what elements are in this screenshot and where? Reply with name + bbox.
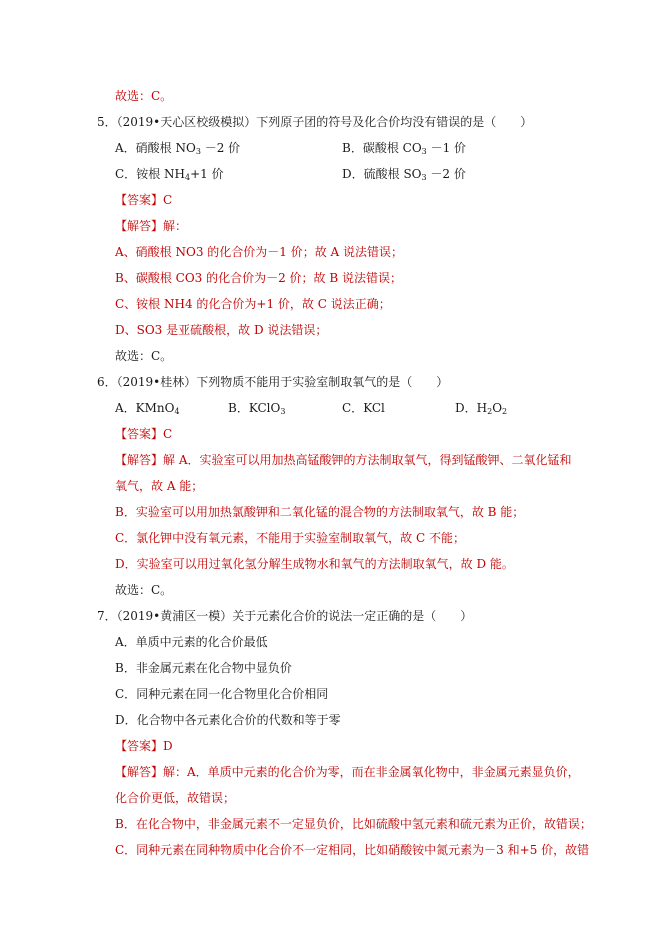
q6-conclusion: 故选：C。	[115, 583, 173, 597]
q7-option-d: D．化合物中各元素化合价的代数和等于零	[115, 713, 341, 727]
q6-option-a: A．KMnO$_4$	[115, 401, 180, 416]
answer-tag: 【答案】	[115, 427, 164, 441]
question-5-stem: 5．（2019•天心区校级模拟）下列原子团的符号及化合价均没有错误的是（ ）	[97, 115, 533, 129]
q6-analysis-line: D．实验室可以用过氧化氢分解生成物水和氧气的方法制取氧气，故 D 能。	[115, 557, 514, 571]
q7-analysis-line: 化合价更低，故错误；	[115, 791, 236, 805]
analysis-tag: 【解答】	[115, 765, 164, 779]
q7-option-a: A．单质中元素的化合价最低	[115, 635, 268, 649]
analysis-tag: 【解答】	[115, 219, 164, 233]
answer-tag: 【答案】	[115, 739, 164, 753]
q5-analysis-line: B、碳酸根 CO3 的化合价为－2 价；故 B 说法错误；	[115, 271, 402, 285]
q6-answer	[115, 426, 172, 442]
q5-option-c: C．铵根 $NH_4+1$ 价	[115, 167, 224, 182]
answer-tag: 【答案】	[115, 193, 164, 207]
answer-value: C	[163, 193, 173, 207]
q6-analysis-line: 氧气，故 A 能；	[115, 479, 204, 493]
q5-analysis-line: C、铵根 NH4 的化合价为+1 价，故 C 说法正确；	[115, 297, 391, 311]
q6-analysis-line: B．实验室可以用加热氯酸钾和二氧化锰的混合物的方法制取氧气，故 B 能；	[115, 505, 525, 519]
q6-option-d: D．$H_2O_2$	[455, 401, 508, 416]
q7-option-c: C．同种元素在同一化合物里化合价相同	[115, 687, 329, 701]
q6-analysis-head: 【解答】解 A．实验室可以用加热高锰酸钾的方法制取氧气，得到锰酸钾、二氧化锰和	[115, 453, 572, 467]
q6-analysis-line: C．氯化钾中没有氧元素，不能用于实验室制取氧气，故 C 不能；	[115, 531, 465, 545]
q6-option-b: B．KClO$_3$	[228, 401, 286, 416]
q5-option-a: A．硝酸根 $NO_3 -2$ 价	[115, 141, 241, 156]
q5-option-b: B．碳酸根 $CO_3 -1$ 价	[342, 141, 467, 156]
q5-option-d: D．硫酸根 $SO_3 -2$ 价	[342, 167, 466, 182]
question-7-stem: 7．（2019•黄浦区一模）关于元素化合价的说法一定正确的是（ ）	[97, 609, 473, 623]
answer-value: C	[163, 427, 173, 441]
q7-option-b: B．非金属元素在化合物中显负价	[115, 661, 292, 675]
q5-analysis-line: D、SO3 是亚硫酸根，故 D 说法错误；	[115, 323, 328, 337]
q5-answer	[115, 192, 172, 208]
prior-conclusion: 故选：C。	[115, 89, 173, 103]
q7-answer	[115, 738, 173, 754]
q5-analysis-line: A、硝酸根 NO3 的化合价为－1 价；故 A 说法错误；	[115, 245, 404, 259]
q7-analysis-line: C．同种元素在同种物质中化合价不一定相同，比如硝酸铵中氮元素为－3 和+5 价，故错	[115, 843, 590, 857]
q7-analysis-head: 【解答】解：A．单质中元素的化合价为零，而在非金属氧化物中，非金属元素显负价，	[115, 765, 580, 779]
q5-conclusion: 故选：C。	[115, 349, 173, 363]
analysis-tag: 【解答】	[115, 453, 164, 467]
q6-option-c: C．KCl	[342, 401, 385, 415]
q7-analysis-line: B．在化合物中，非金属元素不一定显负价，比如硫酸中氢元素和硫元素为正价，故错误；	[115, 817, 592, 831]
answer-value: D	[163, 739, 173, 753]
q5-analysis-head: 【解答】解：	[115, 219, 188, 233]
question-6-stem: 6．（2019•桂林）下列物质不能用于实验室制取氧气的是（ ）	[97, 375, 449, 389]
